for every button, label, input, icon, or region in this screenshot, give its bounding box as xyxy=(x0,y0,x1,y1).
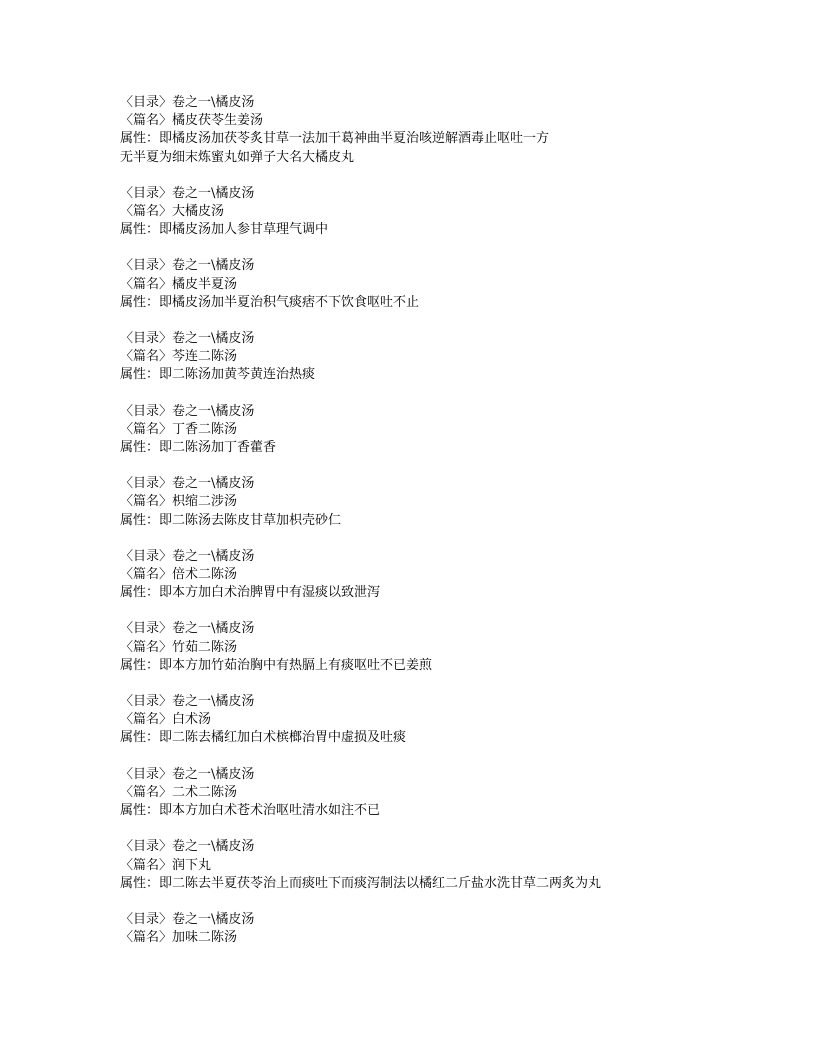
entry-catalog-line: 〈目录〉卷之一\橘皮汤 xyxy=(120,839,255,855)
entry-attribute-line: 属性：即二陈汤去陈皮甘草加枳壳砂仁 xyxy=(120,512,342,528)
document-entry xyxy=(120,838,800,893)
entry-catalog-line: 〈目录〉卷之一\橘皮汤 xyxy=(120,548,255,564)
entry-attribute-line: 属性：即本方加白术苍术治呕吐清水如注不已 xyxy=(120,803,381,819)
document-entry xyxy=(120,693,800,748)
entry-catalog-line: 〈目录〉卷之一\橘皮汤 xyxy=(120,258,255,274)
entry-attribute-line: 属性：即本方加竹茹治胸中有热膈上有痰呕吐不已姜煎 xyxy=(120,657,433,673)
document-entry xyxy=(120,620,800,675)
document-entry xyxy=(120,548,800,603)
entry-attribute-line: 属性：即橘皮汤加半夏治积气痰痞不下饮食呕吐不止 xyxy=(120,294,420,310)
entry-title-line: 〈篇名〉倍术二陈汤 xyxy=(120,567,238,583)
entry-catalog-line: 〈目录〉卷之一\橘皮汤 xyxy=(120,95,255,110)
entry-catalog-line: 〈目录〉卷之一\橘皮汤 xyxy=(120,621,255,637)
entry-title-line: 〈篇名〉白术汤 xyxy=(120,712,212,728)
entry-attribute-line: 属性：即橘皮汤加茯苓炙甘草一法加干葛神曲半夏治咳逆解酒毒止呕吐一方 xyxy=(120,131,550,147)
entry-title-line: 〈篇名〉枳缩二涉汤 xyxy=(120,494,238,510)
entry-title-line: 〈篇名〉二术二陈汤 xyxy=(120,784,238,800)
document-entry xyxy=(120,911,800,947)
entry-title-line: 〈篇名〉丁香二陈汤 xyxy=(120,421,238,437)
entry-catalog-line: 〈目录〉卷之一\橘皮汤 xyxy=(120,331,255,347)
entry-catalog-line: 〈目录〉卷之一\橘皮汤 xyxy=(120,185,255,201)
entry-title-line: 〈篇名〉大橘皮汤 xyxy=(120,204,225,220)
document-entry xyxy=(120,330,800,385)
entry-title-line: 〈篇名〉橘皮半夏汤 xyxy=(120,276,238,292)
document-entry xyxy=(120,475,800,530)
entry-title-line: 〈篇名〉润下丸 xyxy=(120,857,212,873)
entry-attribute-line: 属性：即二陈去半夏茯苓治上而痰吐下而痰泻制法以橘红二斤盐水洗甘草二两炙为丸 xyxy=(120,875,602,891)
entry-title-line: 〈篇名〉竹茹二陈汤 xyxy=(120,639,238,655)
entry-attribute-line: 属性：即二陈汤加黄芩黄连治热痰 xyxy=(120,367,316,383)
entry-attribute-line: 属性：即橘皮汤加人参甘草理气调中 xyxy=(120,222,329,238)
entry-catalog-line: 〈目录〉卷之一\橘皮汤 xyxy=(120,766,255,782)
entry-attribute-line: 属性：即二陈去橘红加白术槟榔治胃中虚损及吐痰 xyxy=(120,730,407,746)
entry-attribute-line: 无半夏为细末炼蜜丸如弹子大名大橘皮丸 xyxy=(120,149,355,165)
document-entry xyxy=(120,185,800,240)
entry-catalog-line: 〈目录〉卷之一\橘皮汤 xyxy=(120,476,255,492)
entry-catalog-line: 〈目录〉卷之一\橘皮汤 xyxy=(120,403,255,419)
entry-attribute-line: 属性：即本方加白术治脾胃中有湿痰以致泄泻 xyxy=(120,585,381,601)
entry-title-line: 〈篇名〉橘皮茯苓生姜汤 xyxy=(120,113,264,129)
document-entry xyxy=(120,766,800,821)
entry-attribute-line: 属性：即二陈汤加丁香藿香 xyxy=(120,440,277,456)
entry-catalog-line: 〈目录〉卷之一\橘皮汤 xyxy=(120,911,255,927)
entry-title-line: 〈篇名〉芩连二陈汤 xyxy=(120,349,238,365)
document-entry xyxy=(120,403,800,458)
document-entry xyxy=(120,257,800,312)
document-entry xyxy=(120,94,800,167)
document-page xyxy=(120,94,800,965)
entry-title-line: 〈篇名〉加味二陈汤 xyxy=(120,930,238,946)
entry-catalog-line: 〈目录〉卷之一\橘皮汤 xyxy=(120,694,255,710)
